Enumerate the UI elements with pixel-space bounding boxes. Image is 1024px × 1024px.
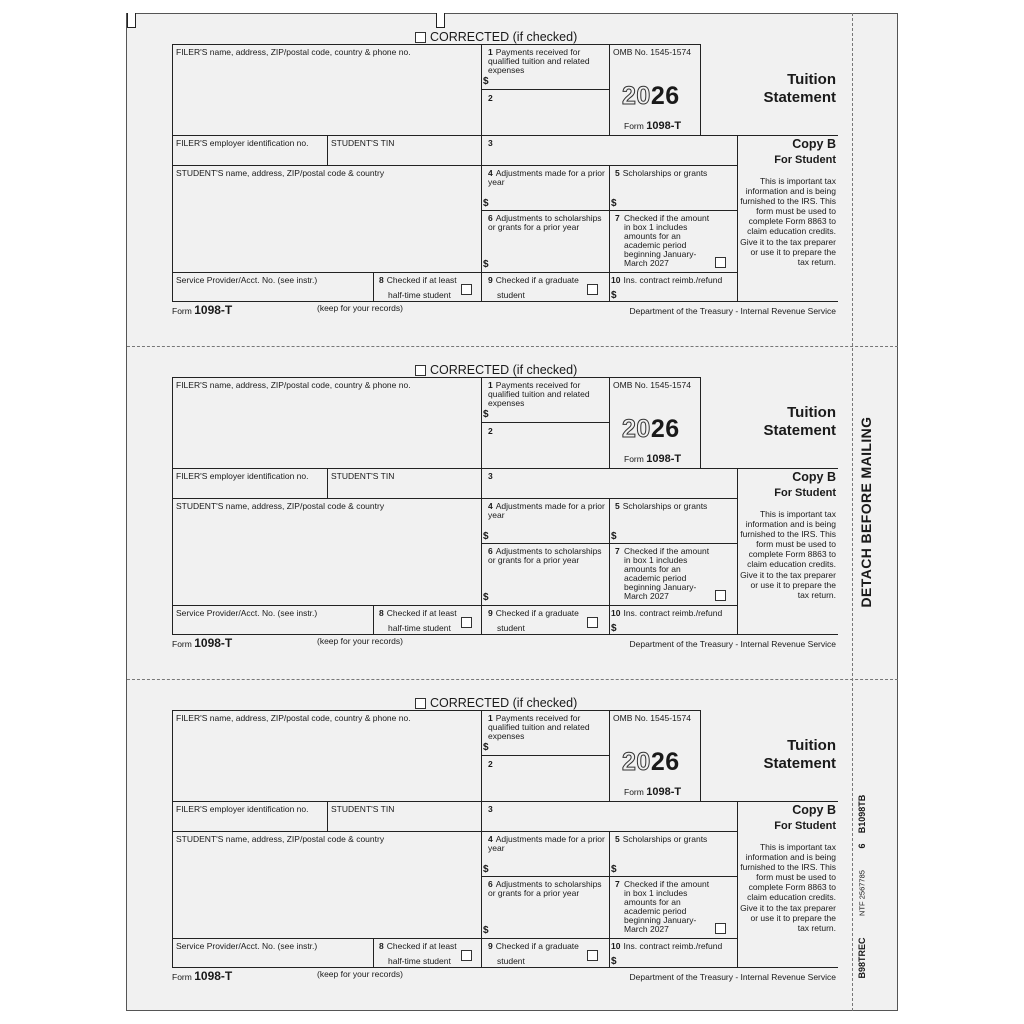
box9-label: Checked if a graduate <box>495 941 579 951</box>
form-title: Tuition Statement <box>763 404 836 439</box>
box4-amount-field[interactable]: $ <box>483 531 489 542</box>
box5-label: Scholarships or grants <box>622 501 708 511</box>
box7-checkbox[interactable] <box>715 257 726 268</box>
box7-checkbox[interactable] <box>715 590 726 601</box>
box1-label: Payments received for qualified tuition and related expenses <box>488 713 590 741</box>
box9-label: Checked if a graduate <box>495 275 579 285</box>
box10-amount-field[interactable]: $ <box>611 290 617 301</box>
box9-label-2: student <box>497 623 525 633</box>
box7-num: 7 <box>615 546 620 556</box>
filer-name-label: FILER'S name, address, ZIP/postal code, country & phone no. <box>176 380 411 390</box>
side-code: B1098TB <box>857 794 867 834</box>
service-provider-label: Service Provider/Acct. No. (see instr.) <box>176 941 318 951</box>
corrected-checkbox[interactable]: CORRECTED (if checked) <box>415 30 577 44</box>
student-tin-label: STUDENT'S TIN <box>331 471 395 481</box>
box1-amount-field[interactable]: $ <box>483 742 489 753</box>
box8-label: Checked if at least <box>386 941 457 951</box>
box4-label: Adjustments made for a prior year <box>488 501 605 520</box>
keep-records-note: (keep for your records) <box>317 303 403 313</box>
box2-label: 2 <box>488 426 493 436</box>
detach-notice: DETACH BEFORE MAILING <box>858 416 874 608</box>
box8-checkbox[interactable] <box>461 950 472 961</box>
box3-label: 3 <box>488 804 493 814</box>
box10-amount-field[interactable]: $ <box>611 956 617 967</box>
copy-label: Copy B <box>792 137 836 151</box>
box4-amount-field[interactable]: $ <box>483 198 489 209</box>
student-name-label: STUDENT'S name, address, ZIP/postal code & country <box>176 168 385 178</box>
checkbox-icon[interactable] <box>415 698 426 709</box>
corrected-checkbox[interactable]: CORRECTED (if checked) <box>415 363 577 377</box>
box9-label-2: student <box>497 956 525 966</box>
box5-amount-field[interactable]: $ <box>611 198 617 209</box>
box4-label: Adjustments made for a prior year <box>488 168 605 187</box>
filer-name-label: FILER'S name, address, ZIP/postal code, country & phone no. <box>176 713 411 723</box>
irs-department: Department of the Treasury - Internal Revenue Service <box>629 972 836 982</box>
box3-label: 3 <box>488 471 493 481</box>
form-footer-id: Form 1098-T <box>172 636 233 650</box>
side-code: B98TREC <box>857 937 867 979</box>
box8-checkbox[interactable] <box>461 617 472 628</box>
box8-label: Checked if at least <box>386 608 457 618</box>
omb-number: OMB No. 1545-1574 <box>613 47 691 57</box>
side-code: NTF 2567785 <box>857 870 867 916</box>
student-name-label: STUDENT'S name, address, ZIP/postal code & country <box>176 501 385 511</box>
recipient-notice: This is important tax information and is being furnished to the IRS. This form must be used to complete Form 8863 to claim education credits. Give it to the tax preparer or use it to prepare the tax return. <box>740 509 836 600</box>
box8-checkbox[interactable] <box>461 284 472 295</box>
form-1098t-copy: CORRECTED (if checked) FILER'S name, address, ZIP/postal code, country & phone no. 1 Payments received for qualified tuition and related expenses $ 2 OMB No. 1545-1574 2026 Form 1098-T Tuition Statement FILER'S employer identification no. STUDENT'S TIN 3 Copy B For Student STUDENT'S name, address, ZIP/postal code & country 4 Adjustments made for a prior year $ 5 Scholarships or grants $ 6 Adjustments to scholarships or grants for a prior year $ 7 Checked if the amount in box 1 includes amounts for an academic period beginning January- March 2027 This is important tax information and is being furnished to the IRS. This form must be used to complete Form 8863 to claim education credits. Give it to the tax preparer or use it to prepare the tax return. Service Provider/Acct. No. (see instr.) 8 Checked if at least half-time student 9 Checked if a graduate student 10 Ins. contract reimb./refund $ Form 1098-T (keep for your records) Department of the Treasury - Internal Revenue Service <box>172 30 836 317</box>
perforation-line-vertical <box>852 13 853 1011</box>
box6-label: Adjustments to scholarships or grants for a prior year <box>488 879 602 898</box>
form-number: Form 1098-T <box>624 120 682 132</box>
box4-label: Adjustments made for a prior year <box>488 834 605 853</box>
box10-label: Ins. contract reimb./refund <box>623 941 723 951</box>
checkbox-icon[interactable] <box>415 365 426 376</box>
box10-label: Ins. contract reimb./refund <box>623 608 723 618</box>
form-number: Form 1098-T <box>624 453 682 465</box>
box7-num: 7 <box>615 879 620 889</box>
recipient-notice: This is important tax information and is being furnished to the IRS. This form must be used to complete Form 8863 to claim education credits. Give it to the tax preparer or use it to prepare the tax return. <box>740 842 836 933</box>
form-footer-id: Form 1098-T <box>172 969 233 983</box>
box8-label: Checked if at least <box>386 275 457 285</box>
box1-label: Payments received for qualified tuition and related expenses <box>488 47 590 75</box>
box6-amount-field[interactable]: $ <box>483 259 489 270</box>
box3-label: 3 <box>488 138 493 148</box>
box8-label-2: half-time student <box>388 623 451 633</box>
service-provider-label: Service Provider/Acct. No. (see instr.) <box>176 275 318 285</box>
form-1098t-copy: CORRECTED (if checked) FILER'S name, address, ZIP/postal code, country & phone no. 1 Payments received for qualified tuition and related expenses $ 2 OMB No. 1545-1574 2026 Form 1098-T Tuition Statement FILER'S employer identification no. STUDENT'S TIN 3 Copy B For Student STUDENT'S name, address, ZIP/postal code & country 4 Adjustments made for a prior year $ 5 Scholarships or grants $ 6 Adjustments to scholarships or grants for a prior year $ 7 Checked if the amount in box 1 includes amounts for an academic period beginning January- March 2027 This is important tax information and is being furnished to the IRS. This form must be used to complete Form 8863 to claim education credits. Give it to the tax preparer or use it to prepare the tax return. Service Provider/Acct. No. (see instr.) 8 Checked if at least half-time student 9 Checked if a graduate student 10 Ins. contract reimb./refund $ Form 1098-T (keep for your records) Department of the Treasury - Internal Revenue Service <box>172 696 836 983</box>
keep-records-note: (keep for your records) <box>317 969 403 979</box>
irs-department: Department of the Treasury - Internal Revenue Service <box>629 306 836 316</box>
box6-amount-field[interactable]: $ <box>483 592 489 603</box>
form-footer-id: Form 1098-T <box>172 303 233 317</box>
box9-checkbox[interactable] <box>587 950 598 961</box>
for-student-label: For Student <box>774 154 836 166</box>
filer-ein-label: FILER'S employer identification no. <box>176 138 309 148</box>
student-name-label: STUDENT'S name, address, ZIP/postal code & country <box>176 834 385 844</box>
box6-amount-field[interactable]: $ <box>483 925 489 936</box>
box9-checkbox[interactable] <box>587 284 598 295</box>
form-1098t-copy: CORRECTED (if checked) FILER'S name, address, ZIP/postal code, country & phone no. 1 Payments received for qualified tuition and related expenses $ 2 OMB No. 1545-1574 2026 Form 1098-T Tuition Statement FILER'S employer identification no. STUDENT'S TIN 3 Copy B For Student STUDENT'S name, address, ZIP/postal code & country 4 Adjustments made for a prior year $ 5 Scholarships or grants $ 6 Adjustments to scholarships or grants for a prior year $ 7 Checked if the amount in box 1 includes amounts for an academic period beginning January- March 2027 This is important tax information and is being furnished to the IRS. This form must be used to complete Form 8863 to claim education credits. Give it to the tax preparer or use it to prepare the tax return. Service Provider/Acct. No. (see instr.) 8 Checked if at least half-time student 9 Checked if a graduate student 10 Ins. contract reimb./refund $ Form 1098-T (keep for your records) Department of the Treasury - Internal Revenue Service <box>172 363 836 650</box>
box9-label-2: student <box>497 290 525 300</box>
box1-label: Payments received for qualified tuition and related expenses <box>488 380 590 408</box>
box5-amount-field[interactable]: $ <box>611 864 617 875</box>
box2-label: 2 <box>488 759 493 769</box>
form-title: Tuition Statement <box>763 71 836 106</box>
tax-year: 2026 <box>622 82 680 110</box>
box7-label: Checked if the amount in box 1 includes amounts for an academic period beginning January- March 2027 <box>624 546 710 601</box>
box8-label-2: half-time student <box>388 956 451 966</box>
box5-label: Scholarships or grants <box>622 834 708 844</box>
for-student-label: For Student <box>774 487 836 499</box>
recipient-notice: This is important tax information and is being furnished to the IRS. This form must be used to complete Form 8863 to claim education credits. Give it to the tax preparer or use it to prepare the tax return. <box>740 176 836 267</box>
box10-amount-field[interactable]: $ <box>611 623 617 634</box>
omb-number: OMB No. 1545-1574 <box>613 380 691 390</box>
keep-records-note: (keep for your records) <box>317 636 403 646</box>
checkbox-icon[interactable] <box>415 32 426 43</box>
tax-year: 2026 <box>622 748 680 776</box>
side-code: 6 <box>857 843 867 849</box>
student-tin-label: STUDENT'S TIN <box>331 138 395 148</box>
box4-amount-field[interactable]: $ <box>483 864 489 875</box>
box6-label: Adjustments to scholarships or grants for a prior year <box>488 546 602 565</box>
box9-label: Checked if a graduate <box>495 608 579 618</box>
box5-amount-field[interactable]: $ <box>611 531 617 542</box>
box7-num: 7 <box>615 213 620 223</box>
box7-label: Checked if the amount in box 1 includes amounts for an academic period beginning January- March 2027 <box>624 213 710 268</box>
box1-amount-field[interactable]: $ <box>483 76 489 87</box>
box8-label-2: half-time student <box>388 290 451 300</box>
alignment-mark-left <box>127 13 136 28</box>
box10-label: Ins. contract reimb./refund <box>623 275 723 285</box>
box1-amount-field[interactable]: $ <box>483 409 489 420</box>
box9-checkbox[interactable] <box>587 617 598 628</box>
tax-year: 2026 <box>622 415 680 443</box>
student-tin-label: STUDENT'S TIN <box>331 804 395 814</box>
copy-label: Copy B <box>792 470 836 484</box>
form-number: Form 1098-T <box>624 786 682 798</box>
corrected-checkbox[interactable]: CORRECTED (if checked) <box>415 696 577 710</box>
service-provider-label: Service Provider/Acct. No. (see instr.) <box>176 608 318 618</box>
copy-label: Copy B <box>792 803 836 817</box>
filer-name-label: FILER'S name, address, ZIP/postal code, country & phone no. <box>176 47 411 57</box>
box2-label: 2 <box>488 93 493 103</box>
irs-department: Department of the Treasury - Internal Revenue Service <box>629 639 836 649</box>
for-student-label: For Student <box>774 820 836 832</box>
box7-checkbox[interactable] <box>715 923 726 934</box>
box6-label: Adjustments to scholarships or grants for a prior year <box>488 213 602 232</box>
filer-ein-label: FILER'S employer identification no. <box>176 804 309 814</box>
form-title: Tuition Statement <box>763 737 836 772</box>
filer-ein-label: FILER'S employer identification no. <box>176 471 309 481</box>
box5-label: Scholarships or grants <box>622 168 708 178</box>
box7-label: Checked if the amount in box 1 includes amounts for an academic period beginning January- March 2027 <box>624 879 710 934</box>
omb-number: OMB No. 1545-1574 <box>613 713 691 723</box>
